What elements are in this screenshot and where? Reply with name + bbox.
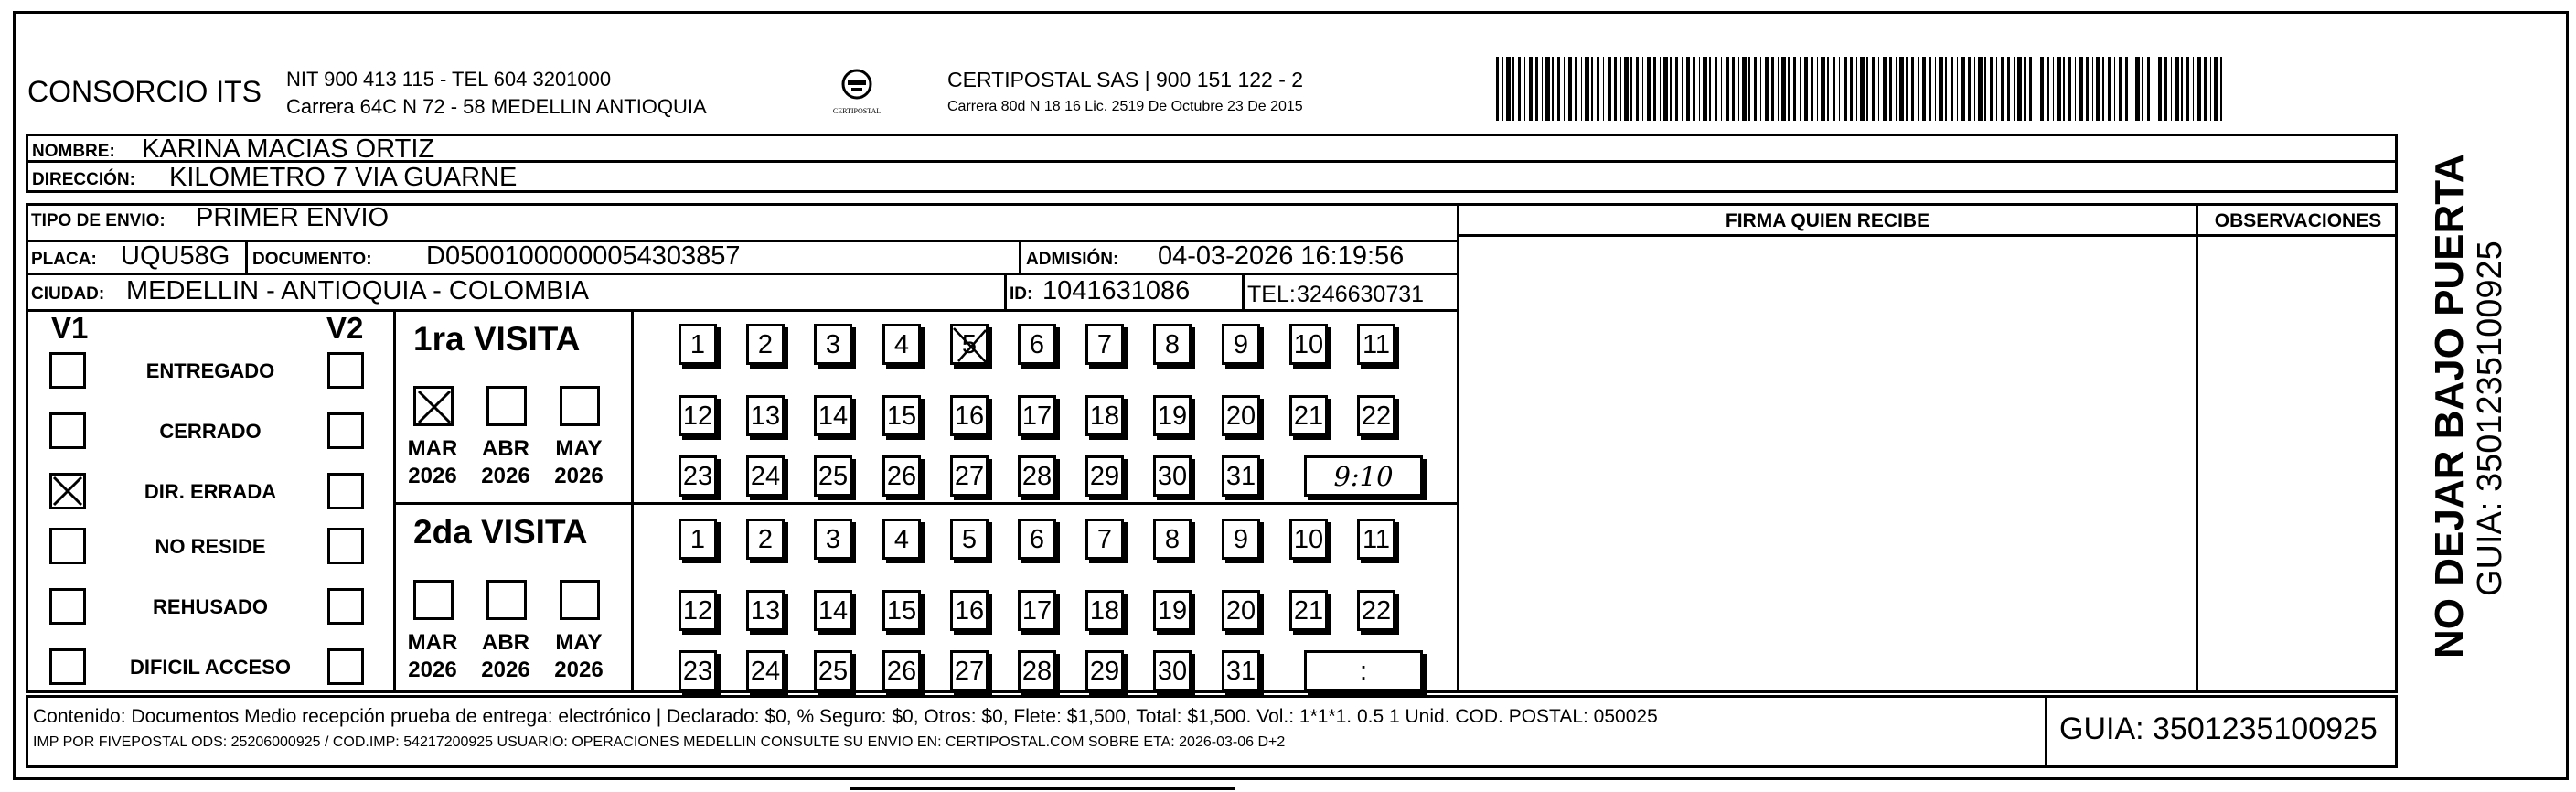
day-box[interactable]: 26 xyxy=(882,650,921,691)
tipo-value: PRIMER ENVIO xyxy=(196,203,390,232)
day-box[interactable]: 8 xyxy=(1153,324,1192,365)
day-box[interactable]: 26 xyxy=(882,455,921,497)
footer-contenido: Contenido: Documentos Medio recepción prueba de entrega: electrónico | Declarado: $0, % Seguro: $0, Otros: $0, Flete: $1,500, Total: $1,500. Vol.: 1*1*1. 0.5 1 Unid. COD. POSTAL: 050025 xyxy=(33,706,1658,727)
carrier-address: Carrera 80d N 18 16 Lic. 2519 De Octubre 23 De 2015 xyxy=(947,99,1303,114)
day-box[interactable]: 17 xyxy=(1018,590,1056,631)
outer-bottom-border xyxy=(13,777,2569,780)
visit-divider xyxy=(393,502,1459,505)
day-box[interactable]: 28 xyxy=(1018,455,1056,497)
day-box[interactable]: 15 xyxy=(882,395,921,436)
day-box[interactable]: 13 xyxy=(746,590,785,631)
v1-checkbox[interactable] xyxy=(49,588,86,625)
day-box[interactable]: 21 xyxy=(1289,395,1328,436)
month-checkbox[interactable] xyxy=(560,386,600,426)
day-box[interactable]: 18 xyxy=(1085,395,1124,436)
v1-checkbox[interactable] xyxy=(49,352,86,389)
carrier-logo xyxy=(832,66,882,115)
time-box[interactable]: : xyxy=(1304,650,1423,691)
month-year: 2026 xyxy=(408,464,457,488)
day-box[interactable]: 2 xyxy=(746,519,785,560)
month-label: ABR xyxy=(482,436,529,461)
direccion-value: KILOMETRO 7 VIA GUARNE xyxy=(169,163,518,192)
v1-checkbox[interactable] xyxy=(49,648,86,685)
day-box[interactable]: 14 xyxy=(814,395,852,436)
day-box[interactable]: 30 xyxy=(1153,650,1192,691)
month-year: 2026 xyxy=(481,658,530,682)
day-box[interactable]: 14 xyxy=(814,590,852,631)
admision-sep xyxy=(1019,240,1021,274)
tipo-label: TIPO DE ENVIO: xyxy=(31,211,166,230)
v2-checkbox[interactable] xyxy=(327,352,364,389)
day-box[interactable]: 7 xyxy=(1085,324,1124,365)
day-box[interactable]: 6 xyxy=(1018,519,1056,560)
ciudad-value: MEDELLIN - ANTIOQUIA - COLOMBIA xyxy=(126,276,589,305)
carrier-logo-icon xyxy=(839,66,875,102)
month-checkbox[interactable] xyxy=(486,580,527,620)
nombre-row xyxy=(26,134,2398,163)
col-header-line xyxy=(1457,234,2398,237)
day-box[interactable]: 22 xyxy=(1357,395,1395,436)
visit2-title: 2da VISITA xyxy=(413,513,588,551)
outer-left-border xyxy=(13,11,16,779)
month-label: MAR xyxy=(407,630,458,655)
placa-sep xyxy=(245,240,248,274)
day-box[interactable]: 6 xyxy=(1018,324,1056,365)
day-box[interactable]: 23 xyxy=(679,455,717,497)
sender-name: CONSORCIO ITS xyxy=(27,75,262,108)
status-option-label: DIFICIL ACCESO xyxy=(129,656,291,679)
day-box[interactable]: 27 xyxy=(950,650,989,691)
day-box[interactable]: 1 xyxy=(679,324,717,365)
id-sep xyxy=(1004,273,1007,311)
day-box[interactable]: 15 xyxy=(882,590,921,631)
day-box[interactable]: 11 xyxy=(1357,324,1395,365)
footer-imp: IMP POR FIVEPOSTAL ODS: 25206000925 / COD.IMP: 54217200925 USUARIO: OPERACIONES MEDELLIN CONSULTE SU ENVIO EN: CERTIPOSTAL.COM SOBRE ETA: 2026-03-06 D+2 xyxy=(33,734,1286,750)
tear-line xyxy=(850,787,1235,790)
status-right-line xyxy=(393,309,396,693)
day-box[interactable]: 20 xyxy=(1222,395,1260,436)
day-box[interactable]: 22 xyxy=(1357,590,1395,631)
day-box[interactable]: 21 xyxy=(1289,590,1328,631)
direccion-label: DIRECCIÓN: xyxy=(32,170,135,189)
day-box[interactable]: 10 xyxy=(1289,324,1328,365)
day-box[interactable]: 25 xyxy=(814,455,852,497)
day-box[interactable]: 12 xyxy=(679,395,717,436)
status-option-label: CERRADO xyxy=(159,420,262,443)
day-box[interactable]: 23 xyxy=(679,650,717,691)
status-option-label: DIR. ERRADA xyxy=(144,480,277,503)
day-box[interactable]: 29 xyxy=(1085,455,1124,497)
day-box[interactable]: 31 xyxy=(1222,650,1260,691)
day-box[interactable]: 19 xyxy=(1153,590,1192,631)
day-box[interactable]: 10 xyxy=(1289,519,1328,560)
carrier-logo-text: CERTIPOSTAL xyxy=(832,107,882,115)
day-box[interactable]: 9 xyxy=(1222,324,1260,365)
month-checkbox[interactable] xyxy=(413,386,454,426)
day-box[interactable]: 12 xyxy=(679,590,717,631)
day-box[interactable]: 4 xyxy=(882,519,921,560)
day-box[interactable]: 30 xyxy=(1153,455,1192,497)
month-label: MAR xyxy=(407,436,458,461)
day-box[interactable]: 19 xyxy=(1153,395,1192,436)
day-box[interactable]: 16 xyxy=(950,395,989,436)
day-box[interactable]: 4 xyxy=(882,324,921,365)
footer-sep xyxy=(2045,695,2047,768)
day-box[interactable]: 25 xyxy=(814,650,852,691)
day-box[interactable]: 7 xyxy=(1085,519,1124,560)
documento-value: D05001000000054303857 xyxy=(426,241,741,271)
time-box[interactable]: 9:10 xyxy=(1304,455,1423,497)
carrier-name: CERTIPOSTAL SAS | 900 151 122 - 2 xyxy=(947,68,1304,91)
day-box[interactable]: 13 xyxy=(746,395,785,436)
day-box[interactable]: 2 xyxy=(746,324,785,365)
day-box[interactable]: 5 xyxy=(950,324,989,365)
v1-checkbox[interactable] xyxy=(49,473,86,509)
day-box[interactable]: 5 xyxy=(950,519,989,560)
v2-label: V2 xyxy=(326,311,364,345)
outer-top-border xyxy=(13,11,2569,14)
month-label: ABR xyxy=(482,630,529,655)
ciudad-label: CIUDAD: xyxy=(31,284,105,304)
status-option-label: NO RESIDE xyxy=(155,535,266,558)
id-label: ID: xyxy=(1010,284,1033,304)
day-box[interactable]: 8 xyxy=(1153,519,1192,560)
direccion-row xyxy=(26,160,2398,193)
day-box[interactable]: 11 xyxy=(1357,519,1395,560)
day-box[interactable]: 9 xyxy=(1222,519,1260,560)
tel-value: 3246630731 xyxy=(1297,282,1425,307)
placa-value: UQU58G xyxy=(121,241,230,271)
sender-address: Carrera 64C N 72 - 58 MEDELLIN ANTIOQUIA xyxy=(286,95,707,118)
obs-left-line xyxy=(2196,203,2198,693)
day-box[interactable]: 3 xyxy=(814,324,852,365)
documento-label: DOCUMENTO: xyxy=(252,250,372,269)
day-box[interactable]: 20 xyxy=(1222,590,1260,631)
month-year: 2026 xyxy=(481,464,530,488)
side-warning: NO DEJAR BAJO PUERTA xyxy=(2427,154,2472,658)
month-year: 2026 xyxy=(554,658,604,682)
month-year: 2026 xyxy=(554,464,604,488)
observaciones-header: OBSERVACIONES xyxy=(2214,210,2382,231)
tel-label: TEL: xyxy=(1247,282,1296,307)
v2-checkbox[interactable] xyxy=(327,412,364,449)
status-option-label: ENTREGADO xyxy=(145,359,275,382)
placa-label: PLACA: xyxy=(31,250,97,269)
tel-sep xyxy=(1242,273,1245,311)
month-checkbox[interactable] xyxy=(560,580,600,620)
v2-checkbox[interactable] xyxy=(327,648,364,685)
months-right-line xyxy=(631,309,634,693)
v2-checkbox[interactable] xyxy=(327,588,364,625)
sender-nit: NIT 900 413 115 - TEL 604 3201000 xyxy=(286,68,612,91)
month-checkbox[interactable] xyxy=(486,386,527,426)
firma-header: FIRMA QUIEN RECIBE xyxy=(1725,210,1930,231)
day-box[interactable]: 24 xyxy=(746,455,785,497)
nombre-label: NOMBRE: xyxy=(32,142,115,161)
day-box[interactable]: 24 xyxy=(746,650,785,691)
v1-checkbox[interactable] xyxy=(49,528,86,564)
day-box[interactable]: 1 xyxy=(679,519,717,560)
admision-label: ADMISIÓN: xyxy=(1026,250,1119,269)
day-box[interactable]: 17 xyxy=(1018,395,1056,436)
id-value: 1041631086 xyxy=(1042,276,1191,305)
footer-guia: GUIA: 3501235100925 xyxy=(2059,712,2378,746)
visit1-title: 1ra VISITA xyxy=(413,320,581,358)
month-label: MAY xyxy=(555,436,603,461)
outer-right-border xyxy=(2566,11,2569,779)
day-box[interactable]: 31 xyxy=(1222,455,1260,497)
month-checkbox[interactable] xyxy=(413,580,454,620)
firma-left-line xyxy=(1457,203,1459,693)
day-box[interactable]: 28 xyxy=(1018,650,1056,691)
day-box[interactable]: 27 xyxy=(950,455,989,497)
v1-label: V1 xyxy=(51,311,89,345)
month-year: 2026 xyxy=(408,658,457,682)
nombre-value: KARINA MACIAS ORTIZ xyxy=(142,134,435,164)
side-guia: GUIA: 3501235100925 xyxy=(2471,241,2509,596)
day-box[interactable]: 3 xyxy=(814,519,852,560)
day-box[interactable]: 16 xyxy=(950,590,989,631)
admision-value: 04-03-2026 16:19:56 xyxy=(1158,241,1405,271)
barcode xyxy=(1496,57,2224,121)
v1-checkbox[interactable] xyxy=(49,412,86,449)
v2-checkbox[interactable] xyxy=(327,528,364,564)
month-label: MAY xyxy=(555,630,603,655)
v2-checkbox[interactable] xyxy=(327,473,364,509)
ciudad-bottom-line xyxy=(26,309,1459,312)
day-box[interactable]: 29 xyxy=(1085,650,1124,691)
status-option-label: REHUSADO xyxy=(153,595,268,618)
day-box[interactable]: 18 xyxy=(1085,590,1124,631)
